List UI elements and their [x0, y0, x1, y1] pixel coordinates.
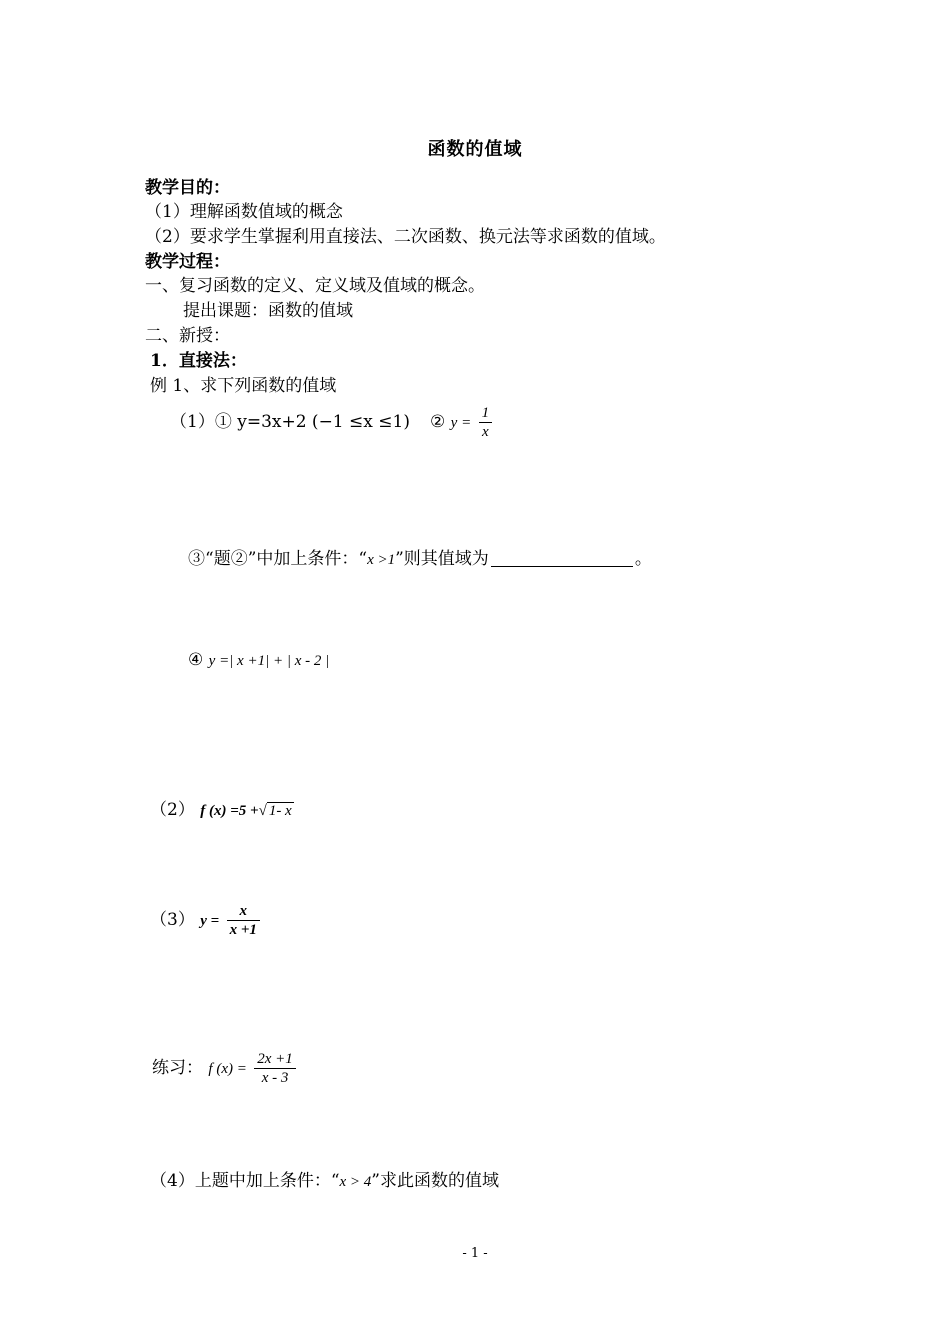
question-1b [430, 400, 494, 445]
q4-text-b: ”求此函数的值域 [371, 1171, 499, 1191]
topic-line: 提出课题：函数的值域 [183, 301, 353, 321]
circled-number-4: ④ [188, 650, 204, 670]
sqrt-symbol: √ [258, 803, 267, 819]
page-title: 函数的值域 [427, 139, 523, 160]
example-1-prompt: 例 1、求下列函数的值域 [150, 376, 337, 396]
practice-fraction [254, 1050, 296, 1087]
practice-denominator: x - 3 [254, 1068, 296, 1087]
q1c-text-a: ③“题②”中加上条件：“ [188, 549, 368, 569]
aim-item-1: （1）理解函数值域的概念 [145, 202, 343, 222]
process-heading: 教学过程： [145, 252, 230, 272]
practice-label: 练习： [152, 1058, 203, 1078]
q1c-condition: x >1 [367, 552, 396, 568]
circled-number-2: ② [430, 412, 446, 432]
q1b-fraction [479, 404, 493, 441]
q3-fraction [227, 902, 260, 939]
question-4 [150, 1169, 499, 1194]
q1c-end: 。 [634, 549, 652, 569]
question-3 [150, 898, 262, 943]
question-1a: （1）① y=3x+2 (−1 ≤x ≤1) [170, 412, 410, 432]
method-direct-heading: 1．直接法： [150, 351, 247, 371]
q3-lhs: y = [200, 913, 220, 929]
question-1c [188, 547, 652, 572]
q2-lhs: f (x) =5 + [200, 803, 259, 819]
page-number: - 1 - [462, 1246, 488, 1261]
practice-question [152, 1046, 298, 1091]
practice-lhs: f (x) = [208, 1061, 247, 1077]
q3-numerator: x [239, 903, 248, 919]
new-lesson-step: 二、新授： [145, 326, 230, 346]
q1d-expression: y =| x +1| + | x - 2 | [208, 653, 330, 669]
aim-item-2: （2）要求学生掌握利用直接法、二次函数、换元法等求函数的值域。 [145, 227, 666, 247]
q4-condition: x > 4 [339, 1174, 372, 1190]
q4-text-a: （4）上题中加上条件：“ [150, 1171, 340, 1191]
answer-blank [491, 548, 633, 567]
aims-heading: 教学目的： [145, 178, 230, 198]
q1b-lhs: y = [450, 415, 472, 431]
q3-denominator: x +1 [227, 920, 260, 939]
q2-label: （2） [150, 800, 195, 820]
question-2 [150, 798, 294, 823]
q1c-text-b: ”则其值域为 [395, 549, 489, 569]
q1b-denominator: x [479, 422, 493, 441]
q1b-numerator: 1 [481, 405, 490, 421]
question-1d [188, 648, 329, 673]
review-step: 一、复习函数的定义、定义域及值域的概念。 [145, 276, 485, 296]
q2-radicand: 1- x [268, 803, 292, 819]
practice-numerator: 2x +1 [257, 1051, 293, 1067]
q3-label: （3） [150, 910, 195, 930]
